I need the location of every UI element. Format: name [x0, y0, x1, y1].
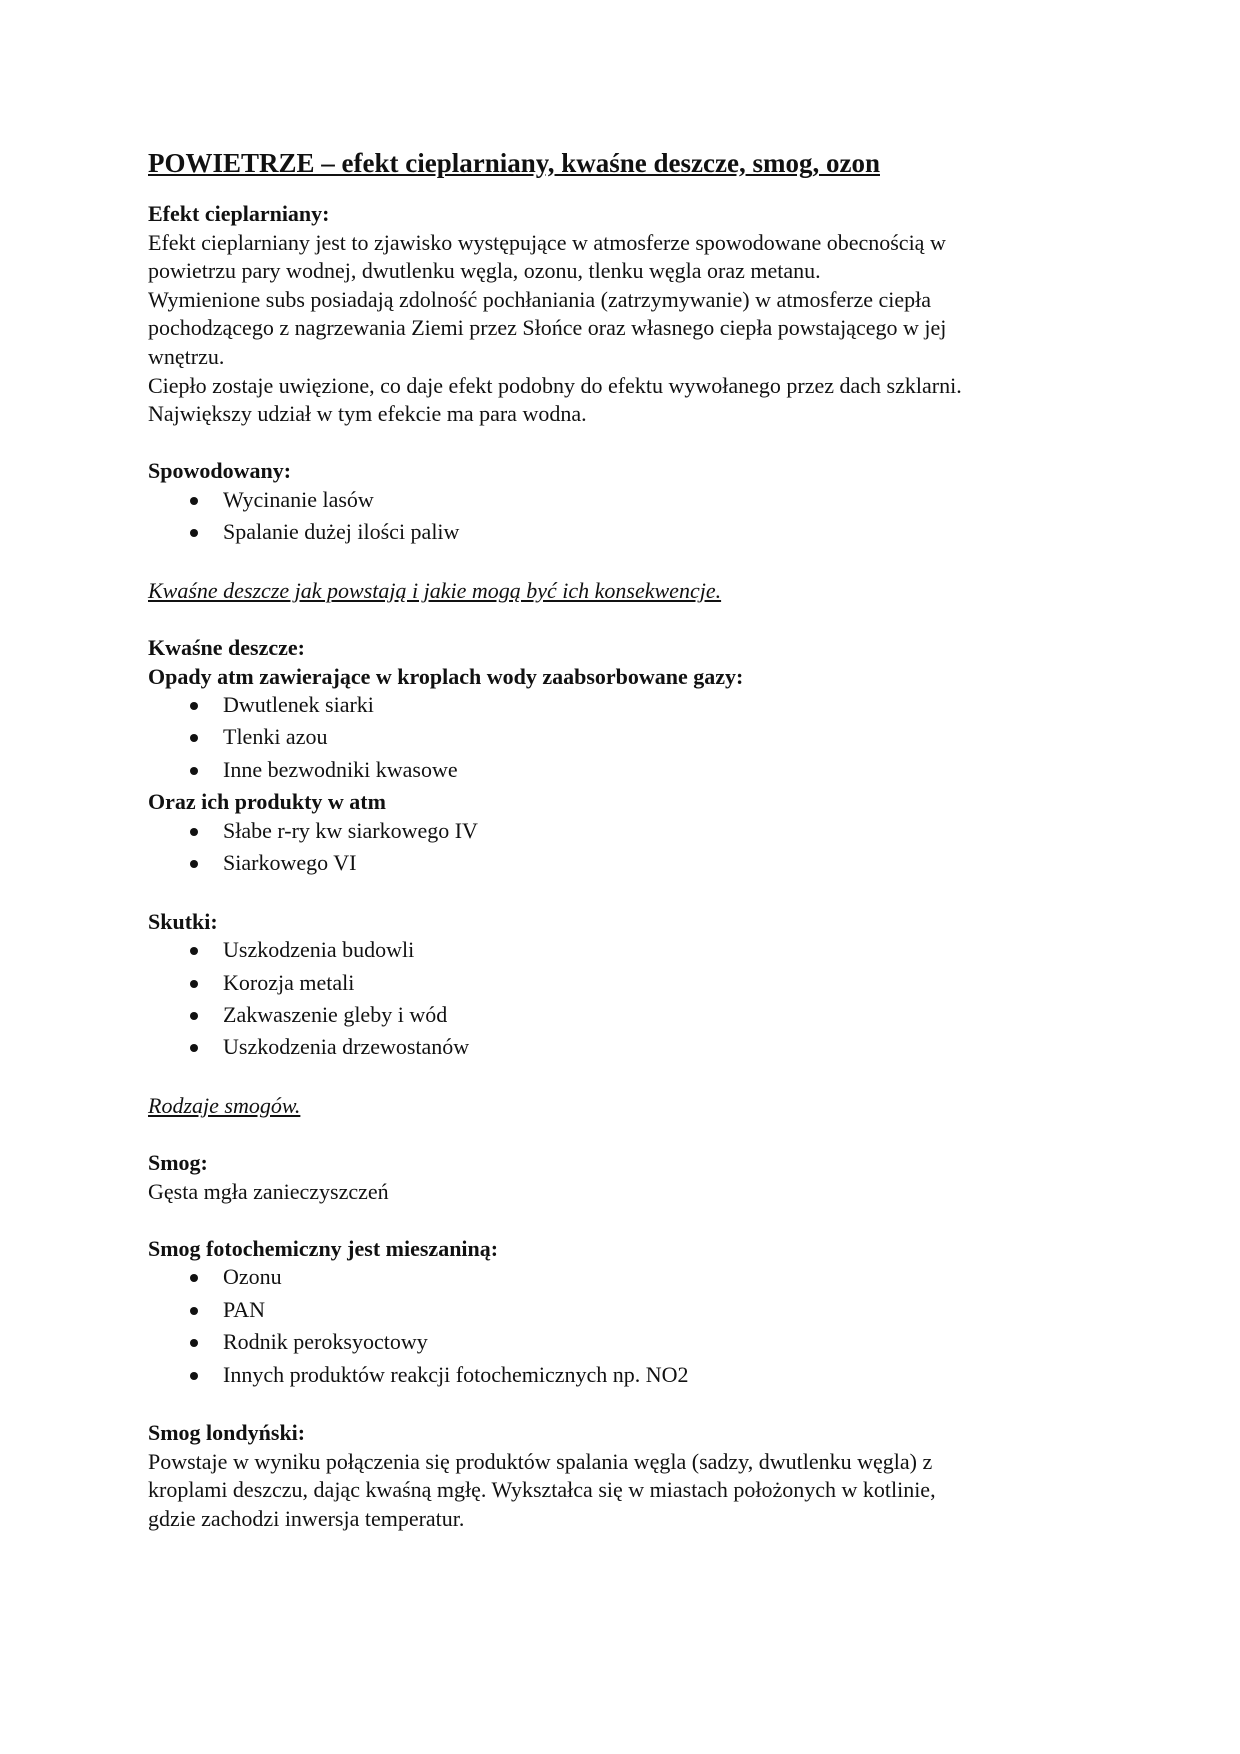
- section-heading-spowodowany: Spowodowany:: [148, 458, 292, 484]
- list-gazy: [148, 691, 1108, 784]
- list-item-text: PAN: [223, 1296, 265, 1322]
- list-item: [148, 486, 1108, 515]
- smog-definition: Gęsta mgła zanieczyszczeń: [148, 1178, 389, 1204]
- section-subheading-opady: Opady atm zawierające w kroplach wody zaabsorbowane gazy:: [148, 663, 744, 689]
- bullet-icon: [190, 1012, 198, 1020]
- list-fotochem: [148, 1263, 1108, 1389]
- bullet-icon: [190, 767, 198, 775]
- bullet-icon: [190, 980, 198, 988]
- list-item-text: Dwutlenek siarki: [223, 692, 374, 718]
- efekt-line: Wymienione subs posiadają zdolność pochłaniania (zatrzymywanie) w atmosferze ciepła: [148, 286, 932, 312]
- section-heading-efekt: Efekt cieplarniany:: [148, 201, 330, 226]
- list-item-text: Uszkodzenia drzewostanów: [223, 1034, 470, 1060]
- document-page: [148, 146, 1108, 1533]
- list-item: [148, 817, 1108, 846]
- spacer: [148, 1066, 1108, 1092]
- bullet-icon: [190, 1274, 198, 1282]
- list-item: [148, 969, 1108, 998]
- bullet-icon: [190, 529, 198, 537]
- bullet-icon: [190, 860, 198, 868]
- list-item: [148, 1263, 1108, 1292]
- list-item-text: Ozonu: [223, 1264, 282, 1290]
- spacer: [148, 1206, 1108, 1235]
- bullet-icon: [190, 702, 198, 710]
- spacer: [148, 605, 1108, 634]
- efekt-line: Efekt cieplarniany jest to zjawisko występujące w atmosferze spowodowane obecnością w: [148, 229, 946, 255]
- spacer: [148, 551, 1108, 577]
- topic-heading-kwasne: Kwaśne deszcze jak powstają i jakie mogą być ich konsekwencje.: [148, 577, 722, 603]
- list-produkty: [148, 817, 1108, 878]
- bullet-icon: [190, 947, 198, 955]
- bullet-icon: [190, 1339, 198, 1347]
- list-item-text: Słabe r-ry kw siarkowego IV: [223, 817, 478, 843]
- list-item: [148, 723, 1108, 752]
- efekt-line: wnętrzu.: [148, 343, 225, 369]
- list-item: [148, 1328, 1108, 1357]
- list-item-text: Tlenki azou: [223, 724, 328, 750]
- bullet-icon: [190, 497, 198, 505]
- section-heading-londyn: Smog londyński:: [148, 1419, 306, 1445]
- list-item-text: Wycinanie lasów: [223, 486, 374, 512]
- list-item-text: Korozja metali: [223, 969, 355, 995]
- list-item: [148, 936, 1108, 965]
- list-item-text: Uszkodzenia budowli: [223, 937, 415, 963]
- list-item: [148, 1033, 1108, 1062]
- list-item-text: Inne bezwodniki kwasowe: [223, 756, 458, 782]
- list-item: [148, 1001, 1108, 1030]
- efekt-line: Ciepło zostaje uwięzione, co daje efekt podobny do efektu wywołanego przez dach szklarni.: [148, 372, 962, 398]
- bullet-icon: [190, 1372, 198, 1380]
- list-item-text: Zakwaszenie gleby i wód: [223, 1002, 448, 1028]
- londyn-line: kroplami deszczu, dając kwaśną mgłę. Wykształca się w miastach położonych w kotlinie,: [148, 1477, 936, 1503]
- efekt-line: powietrzu pary wodnej, dwutlenku węgla, ozonu, tlenku węgla oraz metanu.: [148, 258, 821, 284]
- section-heading-smog: Smog:: [148, 1149, 208, 1175]
- spacer: [148, 429, 1108, 458]
- list-item-text: Siarkowego VI: [223, 850, 357, 876]
- londyn-line: gdzie zachodzi inwersja temperatur.: [148, 1505, 465, 1531]
- list-item: [148, 1296, 1108, 1325]
- list-item-text: Innych produktów reakcji fotochemicznych np. NO2: [223, 1361, 689, 1387]
- bullet-icon: [190, 1307, 198, 1315]
- section-subheading-produkty: Oraz ich produkty w atm: [148, 789, 386, 815]
- list-skutki: [148, 936, 1108, 1062]
- list-item: [148, 518, 1108, 547]
- list-item: [148, 756, 1108, 785]
- list-item: [148, 691, 1108, 720]
- list-item-text: Spalanie dużej ilości paliw: [223, 519, 460, 545]
- section-heading-kwasne: Kwaśne deszcze:: [148, 634, 306, 660]
- list-spowodowany: [148, 486, 1108, 547]
- spacer: [148, 1120, 1108, 1149]
- spacer: [148, 882, 1108, 908]
- efekt-line: Największy udział w tym efekcie ma para wodna.: [148, 401, 587, 427]
- list-item-text: Rodnik peroksyoctowy: [223, 1329, 428, 1355]
- section-heading-skutki: Skutki:: [148, 908, 218, 934]
- topic-heading-smogi: Rodzaje smogów.: [148, 1092, 301, 1118]
- bullet-icon: [190, 1044, 198, 1052]
- bullet-icon: [190, 734, 198, 742]
- londyn-line: Powstaje w wyniku połączenia się produktów spalania węgla (sadzy, dwutlenku węgla) z: [148, 1448, 933, 1474]
- spacer: [148, 1393, 1108, 1419]
- list-item: [148, 849, 1108, 878]
- section-heading-fotochem: Smog fotochemiczny jest mieszaniną:: [148, 1235, 499, 1261]
- bullet-icon: [190, 828, 198, 836]
- document-title: POWIETRZE – efekt cieplarniany, kwaśne deszcze, smog, ozon: [148, 148, 880, 178]
- list-item: [148, 1361, 1108, 1390]
- efekt-line: pochodzącego z nagrzewania Ziemi przez Słońce oraz własnego ciepła powstającego w jej: [148, 315, 947, 341]
